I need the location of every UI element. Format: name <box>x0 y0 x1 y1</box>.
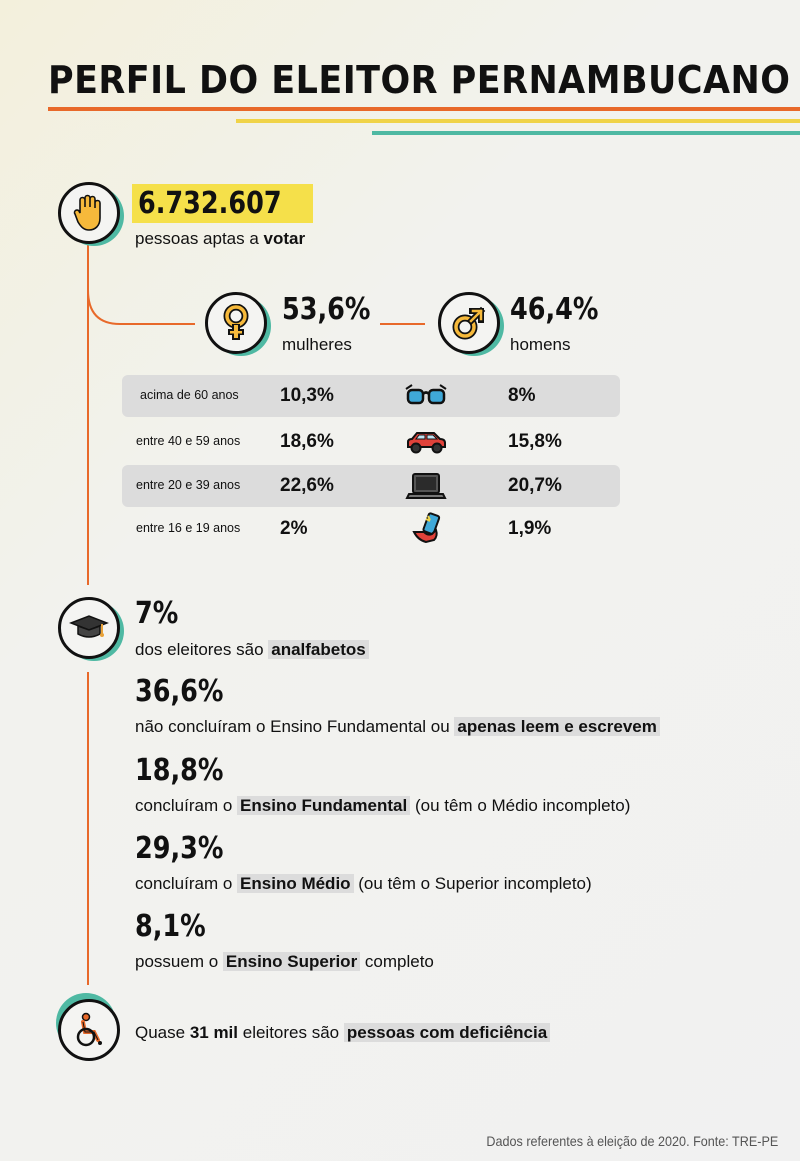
glasses-icon <box>404 379 448 413</box>
education-percent: 29,3% <box>135 831 224 866</box>
male-symbol-icon <box>452 306 486 340</box>
age-male-percent: 20,7% <box>508 475 562 496</box>
age-row <box>122 465 620 507</box>
disability-caption: Quase 31 mil eleitores são pessoas com deficiência <box>135 1023 550 1043</box>
raised-hand-icon <box>72 194 106 232</box>
phone-in-hand-icon <box>404 512 448 546</box>
car-icon <box>404 425 448 459</box>
male-label: homens <box>510 335 571 354</box>
age-row <box>122 375 620 417</box>
wheelchair-user-icon <box>71 1012 107 1048</box>
education-caption: não concluíram o Ensino Fundamental ou apenas leem e escrevem <box>135 717 660 737</box>
education-caption: concluíram o Ensino Fundamental (ou têm o Médio incompleto) <box>135 796 631 815</box>
age-female-percent: 2% <box>280 518 308 539</box>
education-percent: 7% <box>135 596 179 631</box>
age-label: entre 40 e 59 anos <box>136 434 241 448</box>
education-percent: 18,8% <box>135 753 224 788</box>
female-icon-badge <box>205 292 269 356</box>
age-label: entre 16 e 19 anos <box>136 521 241 535</box>
male-icon-badge <box>438 292 502 356</box>
laptop-icon <box>404 469 448 503</box>
voters-icon-badge <box>58 182 122 246</box>
voters-caption: pessoas aptas a votar <box>135 229 306 248</box>
female-symbol-icon <box>221 304 251 342</box>
graduation-cap-icon <box>69 612 109 644</box>
source-footer: Dados referentes à eleição de 2020. Fonte: TRE-PE <box>486 1133 778 1149</box>
age-label: acima de 60 anos <box>140 388 239 402</box>
age-male-percent: 1,9% <box>508 518 552 539</box>
education-percent: 36,6% <box>135 674 224 709</box>
disability-icon-badge <box>58 999 122 1063</box>
age-label: entre 20 e 39 anos <box>136 478 241 492</box>
education-icon-badge <box>58 597 122 661</box>
education-caption: dos eleitores são analfabetos <box>135 640 369 660</box>
age-female-percent: 18,6% <box>280 431 334 452</box>
male-percent: 46,4% <box>510 292 599 327</box>
age-male-percent: 8% <box>508 385 536 406</box>
age-male-percent: 15,8% <box>508 431 562 452</box>
age-row <box>122 508 620 550</box>
voters-total: 6.732.607 <box>138 186 282 221</box>
age-female-percent: 10,3% <box>280 385 334 406</box>
page-title: PERFIL DO ELEITOR PERNAMBUCANO <box>48 58 791 102</box>
voters-total-wrap <box>132 184 313 223</box>
age-row <box>122 421 620 463</box>
female-label: mulheres <box>282 335 352 354</box>
age-female-percent: 22,6% <box>280 475 334 496</box>
female-percent: 53,6% <box>282 292 371 327</box>
education-percent: 8,1% <box>135 909 206 944</box>
education-caption: concluíram o Ensino Médio (ou têm o Superior incompleto) <box>135 874 592 893</box>
education-caption: possuem o Ensino Superior completo <box>135 952 434 971</box>
